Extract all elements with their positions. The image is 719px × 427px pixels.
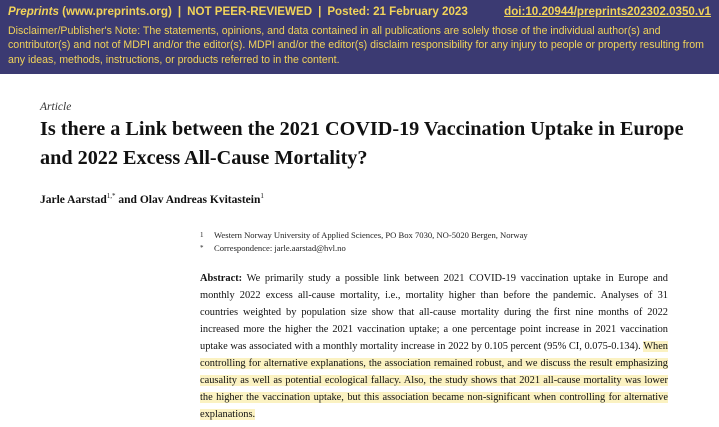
abstract	[200, 270, 668, 423]
doi-link[interactable]: doi:10.20944/preprints202302.0350.v1	[504, 5, 711, 18]
affiliation-text: Western Norway University of Applied Sciences, PO Box 7030, NO-5020 Bergen, Norway	[214, 230, 528, 240]
site-url[interactable]: (www.preprints.org)	[62, 5, 172, 18]
banner-left-group	[8, 3, 468, 21]
preprint-banner	[0, 0, 719, 74]
abstract-label: Abstract:	[200, 273, 243, 284]
article-type-label: Article	[40, 101, 72, 113]
abstract-highlighted-text: When controlling for alternative explanations, the association remained robust, and we discuss the result emphasizing causality as well as potential ecological fallacy. Also, the study shows that 2021 all-cause mortality was lower the higher the vaccination uptake, but this association became non-significant when controlling for alternative explanations.	[200, 341, 668, 420]
posted-date: Posted: 21 February 2023	[327, 5, 468, 18]
abstract-text: We primarily study a possible link between 2021 COVID-19 vaccination uptake in Europe and monthly 2022 excess all-cause mortality, i.e., mortality higher than before the pandemic. Analyses of 31 countries weighted by population size show that all-cause mortality during the first nine months of 2022 increased more the higher the 2021 vaccination uptake; a one percentage point increase in 2021 vaccination uptake was associated with a monthly mortality increase in 2022 by 0.105 percent (95% CI, 0.075-0.134).	[200, 273, 668, 352]
banner-separator: |	[318, 5, 322, 18]
banner-brand-block	[8, 3, 172, 21]
correspondence-mark: *	[200, 244, 204, 252]
publisher-disclaimer: Disclaimer/Publisher's Note: The statements, opinions, and data contained in all publications are solely those of the individual author(s) and contributor(s) and not of MDPI and/or the editor(s). MDPI and/or the editor(s) disclaim responsibility for any injury to people or property resulting from any ideas, methods, instructions, or products referred to in the content.	[8, 25, 704, 66]
correspondence-text[interactable]: Correspondence: jarle.aarstad@hvl.no	[214, 243, 346, 253]
author-conjunction: and	[115, 193, 140, 206]
brand-name: Preprints	[8, 5, 59, 18]
author-name: Jarle Aarstad	[40, 193, 107, 206]
paper-title: Is there a Link between the 2021 COVID-19 Vaccination Uptake in Europe and 2022 Excess All-Cause Mortality?	[40, 118, 684, 169]
author-affiliation-mark: 1,*	[106, 192, 116, 200]
banner-header-line	[8, 3, 711, 21]
author-name: Olav Andreas Kvitastein	[139, 193, 261, 206]
correspondence-item	[200, 242, 528, 255]
peer-review-status: NOT PEER-REVIEWED	[187, 5, 313, 18]
affiliation-item	[200, 229, 528, 242]
affiliations	[200, 229, 528, 255]
author-affiliation-mark: 1	[260, 192, 264, 200]
banner-separator: |	[177, 5, 182, 18]
author-list	[40, 192, 264, 206]
affiliation-mark: 1	[200, 231, 204, 239]
